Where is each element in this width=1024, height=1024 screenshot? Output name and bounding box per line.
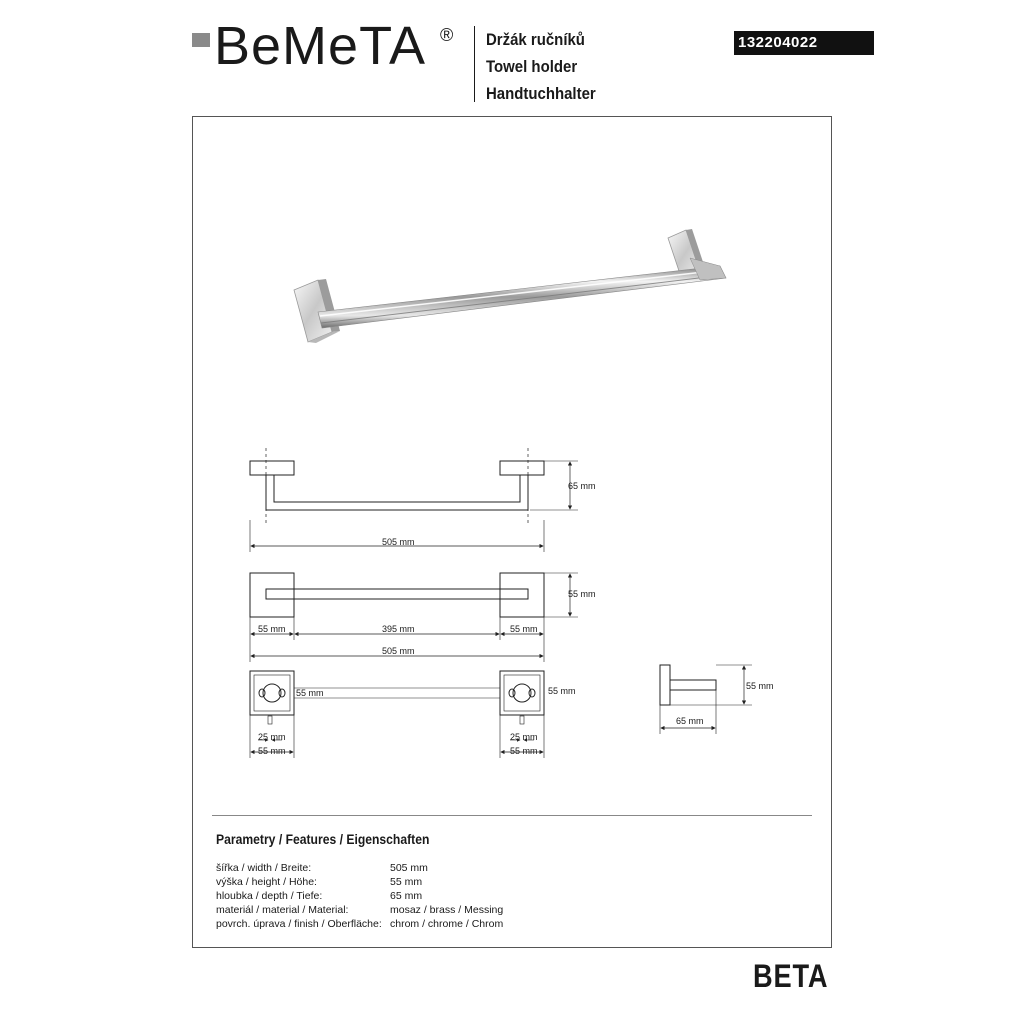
- dim-height: 55 mm: [568, 589, 596, 599]
- dim-bar-span: 395 mm: [382, 624, 415, 634]
- param-row: [216, 917, 503, 931]
- dim-total-width-2: 505 mm: [382, 646, 415, 656]
- param-value: chrom / chrome / Chrom: [390, 918, 504, 930]
- registered-mark: ®: [440, 25, 454, 45]
- param-row: [216, 861, 503, 875]
- param-row: [216, 889, 503, 903]
- dim-side-depth: 65 mm: [676, 716, 704, 726]
- dim-base-right-width: 55 mm: [510, 746, 538, 756]
- dim-base-right-height: 55 mm: [548, 686, 576, 696]
- dim-base-left-height: 55 mm: [296, 688, 324, 698]
- dim-hole-right: 25 mm: [510, 732, 538, 742]
- title-czech: Držák ručníků: [486, 30, 585, 49]
- mounting-view: [250, 671, 544, 758]
- towel-bar: [318, 258, 726, 328]
- param-value: 505 mm: [390, 862, 428, 874]
- dim-right-base: 55 mm: [510, 624, 538, 634]
- param-label: hloubka / depth / Tiefe:: [216, 890, 323, 902]
- dim-depth: 65 mm: [568, 481, 596, 491]
- param-value: 65 mm: [390, 890, 423, 902]
- title-english: Towel holder: [486, 57, 578, 76]
- params-table: [216, 861, 503, 931]
- title-german: Handtuchhalter: [486, 84, 596, 103]
- param-label: výška / height / Höhe:: [216, 876, 317, 888]
- param-label: materiál / material / Material:: [216, 904, 349, 916]
- param-value: 55 mm: [390, 876, 423, 888]
- side-view: [660, 665, 752, 734]
- product-photo: [294, 229, 726, 343]
- param-row: [216, 903, 503, 917]
- dim-left-base: 55 mm: [258, 624, 286, 634]
- brand-logo: BeMeTA: [214, 16, 427, 76]
- product-code: 132204022: [734, 31, 874, 55]
- param-label: povrch. úprava / finish / Oberfläche:: [216, 918, 382, 930]
- dim-side-height: 55 mm: [746, 681, 774, 691]
- section-divider: [212, 815, 812, 816]
- param-label: šířka / width / Breite:: [216, 862, 312, 874]
- params-title: Parametry / Features / Eigenschaften: [216, 832, 430, 847]
- dim-total-width: 505 mm: [382, 537, 415, 547]
- param-row: [216, 875, 503, 889]
- dim-hole-left: 25 mm: [258, 732, 286, 742]
- dim-base-left-width: 55 mm: [258, 746, 286, 756]
- param-value: mosaz / brass / Messing: [390, 904, 504, 916]
- series-name: BETA: [753, 958, 829, 994]
